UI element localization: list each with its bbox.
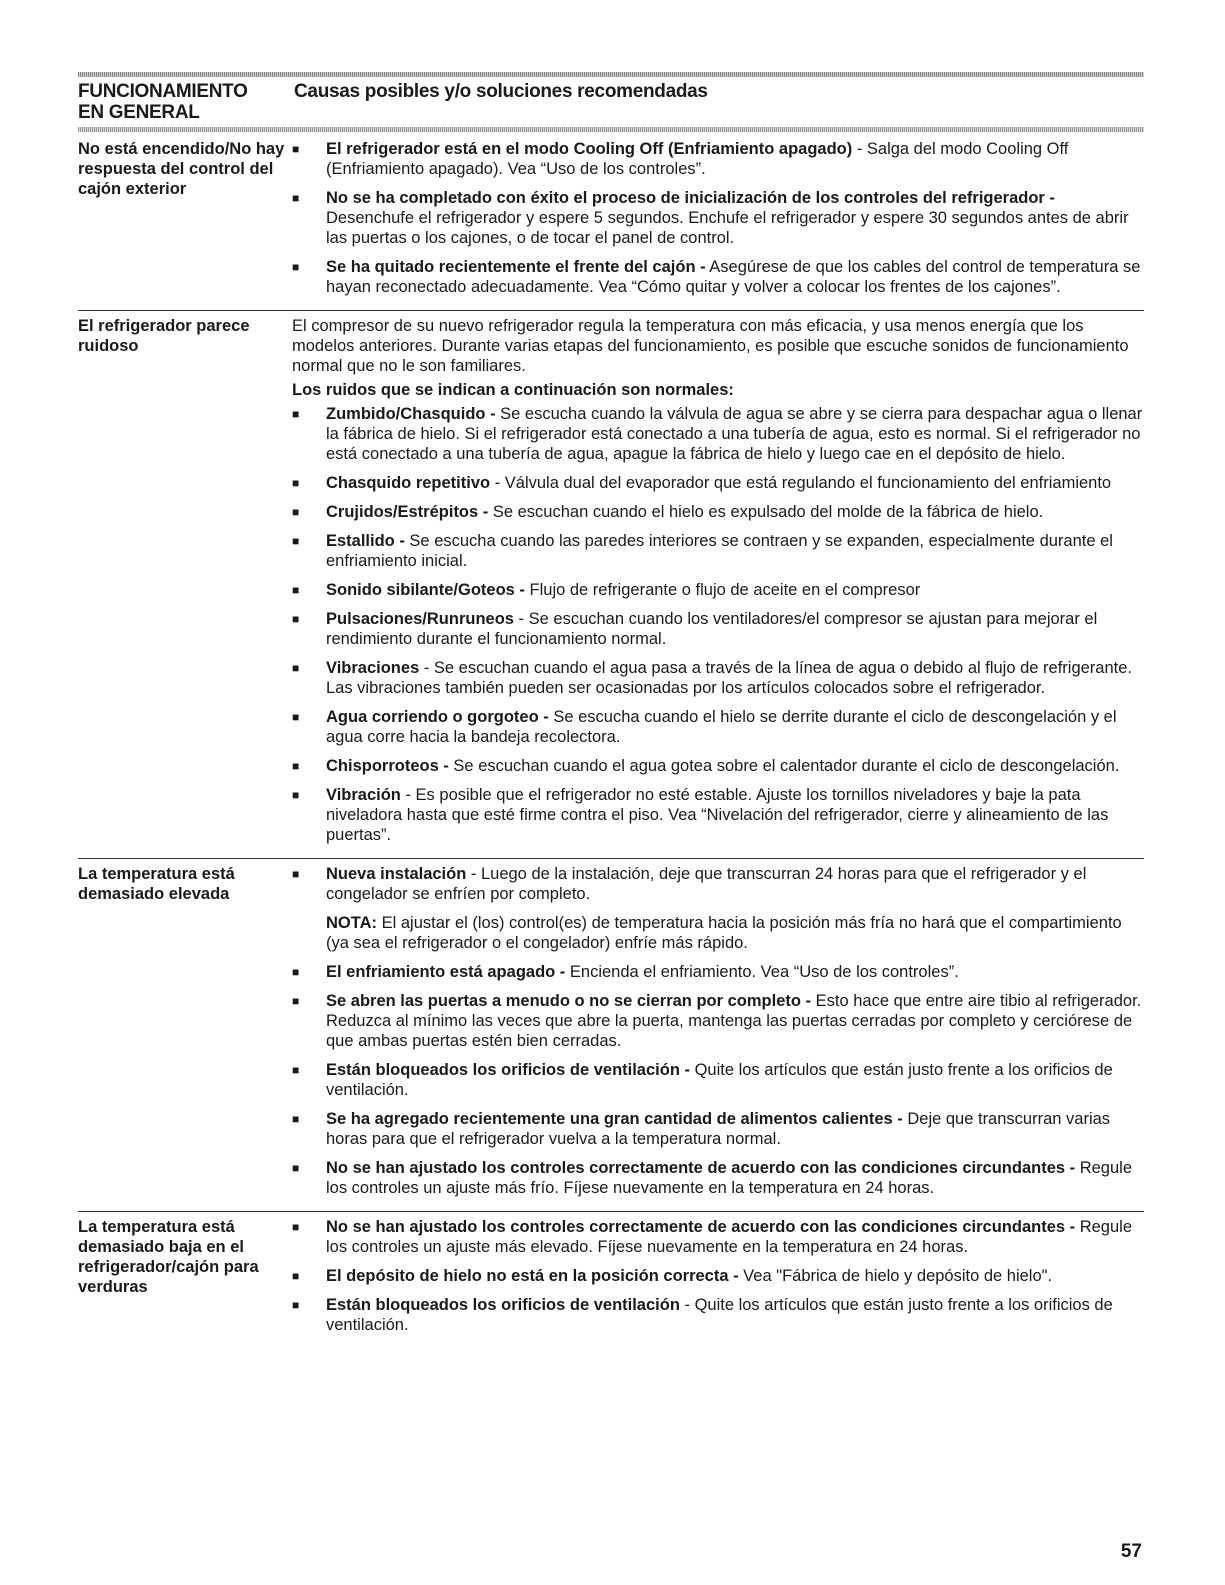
section-noisy: [78, 310, 1144, 858]
list-item: [292, 1109, 1144, 1149]
note-text: El ajustar el (los) control(es) de temperatura hacia la posición más fría no hará que el compartimiento (ya sea el refrigerador o el congelador) enfríe más rápido.: [326, 914, 1122, 952]
list-item: [292, 1158, 1144, 1198]
item-text: Desenchufe el refrigerador y espere 5 segundos. Enchufe el refrigerador y espere 30 segundos antes de abrir las puertas o los cajones, o de tocar el panel de control.: [326, 209, 1129, 247]
list-item: [292, 404, 1144, 464]
note-label: NOTA:: [326, 914, 378, 932]
list-item: [292, 707, 1144, 747]
item-text: Asegúrese de que los cables del control de temperatura se hayan reconectado adecuadamente. Vea “Cómo quitar y volver a colocar los frentes de los cajones”.: [326, 258, 1141, 296]
bullet-icon: ■: [292, 788, 300, 802]
bullet-icon: ■: [292, 1112, 300, 1126]
bullet-icon: ■: [292, 710, 300, 724]
bullet-icon: ■: [292, 661, 300, 675]
list-item: [292, 991, 1144, 1051]
item-bold: Agua corriendo o gorgoteo -: [326, 708, 549, 726]
item-text: - Quite los artículos que están justo frente a los orificios de ventilación.: [326, 1296, 1113, 1334]
item-bold: Vibraciones: [326, 659, 420, 677]
item-bold: Vibración: [326, 786, 401, 804]
section-temp-low: [78, 1211, 1144, 1348]
item-text: - Salga del modo Cooling Off (Enfriamiento apagado). Vea “Uso de los controles”.: [326, 140, 1069, 178]
list-item: [292, 1217, 1144, 1257]
bullet-icon: ■: [292, 1269, 300, 1283]
section-subheading: Los ruidos que se indican a continuación son normales:: [292, 381, 734, 399]
bullet-icon: ■: [292, 142, 300, 156]
section-body: [292, 864, 1144, 1207]
item-text: Vea "Fábrica de hielo y depósito de hielo".: [738, 1267, 1053, 1285]
item-bold: Se ha agregado recientemente una gran cantidad de alimentos calientes -: [326, 1110, 903, 1128]
list-item: [292, 658, 1144, 698]
section-body: [292, 139, 1144, 306]
bullet-icon: ■: [292, 1063, 300, 1077]
item-bold: No se han ajustado los controles correctamente de acuerdo con las condiciones circundantes -: [326, 1159, 1076, 1177]
bullet-icon: ■: [292, 476, 300, 490]
bullet-icon: ■: [292, 407, 300, 421]
list-item: [292, 188, 1144, 248]
item-bold: El enfriamiento está apagado -: [326, 963, 566, 981]
item-text: Regule los controles un ajuste más frío. Fíjese nuevamente en la temperatura en 24 horas.: [326, 1159, 1132, 1197]
bullet-icon: ■: [292, 965, 300, 979]
item-text: - Se escuchan cuando los ventiladores/el compresor se ajustan para mejorar el rendimiento durante el funcionamiento normal.: [326, 610, 1098, 648]
bullet-icon: ■: [292, 505, 300, 519]
item-text: - Luego de la instalación, deje que transcurran 24 horas para que el refrigerador y el congelador se enfríen por completo.: [326, 865, 1087, 903]
item-bold: No se han ajustado los controles correctamente de acuerdo con las condiciones circundantes -: [326, 1218, 1076, 1236]
item-bold: El depósito de hielo no está en la posición correcta -: [326, 1267, 739, 1285]
list-item: [292, 580, 1144, 600]
page: [78, 72, 1144, 1348]
section-title: El refrigerador parece ruidoso: [78, 317, 250, 355]
item-text: Quite los artículos que están justo frente a los orificios de ventilación.: [326, 1061, 1113, 1099]
section-no-power: [78, 132, 1144, 310]
item-text: Flujo de refrigerante o flujo de aceite en el compresor: [524, 581, 921, 599]
header-left: [78, 81, 294, 123]
section-temp-high: [78, 858, 1144, 1211]
item-text: Se escucha cuando la válvula de agua se abre y se cierra para despachar agua o llenar la fábrica de hielo. Si el refrigerador está conectado a una tubería de agua, esto es normal. Si el refrigerador no está conectado a una tubería de agua, apague la fábrica de hielo y luego cae en el depósito de hielo.: [326, 405, 1143, 463]
bullet-icon: ■: [292, 867, 300, 881]
list-item: [292, 864, 1144, 904]
item-bold: Se abren las puertas a menudo o no se cierran por completo -: [326, 992, 812, 1010]
item-bold: Estallido -: [326, 532, 405, 550]
list-item: [292, 1266, 1144, 1286]
list-item: [292, 785, 1144, 845]
item-text: - Se escuchan cuando el agua pasa a través de la línea de agua o debido al flujo de refrigerante. Las vibraciones también pueden ser ocasionadas por los artículos colocados sobre el refrigerador.: [326, 659, 1132, 697]
bullet-icon: ■: [292, 191, 300, 205]
bullet-icon: ■: [292, 612, 300, 626]
header-right: Causas posibles y/o soluciones recomendadas: [294, 81, 708, 102]
note: [292, 913, 1144, 953]
item-bold: El refrigerador está en el modo Cooling Off (Enfriamiento apagado): [326, 140, 853, 158]
bullet-icon: ■: [292, 1298, 300, 1312]
section-title: La temperatura está demasiado baja en el refrigerador/cajón para verduras: [78, 1218, 259, 1296]
bullet-icon: ■: [292, 759, 300, 773]
item-bold: Chasquido repetitivo: [326, 474, 491, 492]
page-number: 57: [1120, 1541, 1142, 1562]
item-text: Se escuchan cuando el hielo es expulsado del molde de la fábrica de hielo.: [488, 503, 1044, 521]
item-bold: Nueva instalación: [326, 865, 467, 883]
bullet-icon: ■: [292, 534, 300, 548]
section-title: La temperatura está demasiado elevada: [78, 865, 235, 903]
header-left-line1: FUNCIONAMIENTO: [78, 81, 248, 102]
list-item: [292, 531, 1144, 571]
item-bold: Sonido sibilante/Goteos -: [326, 581, 525, 599]
item-bold: Zumbido/Chasquido -: [326, 405, 496, 423]
item-bold: No se ha completado con éxito el proceso de inicialización de los controles del refrigerador -: [326, 189, 1055, 207]
item-text: Se escuchan cuando el agua gotea sobre el calentador durante el ciclo de descongelación.: [448, 757, 1120, 775]
bullet-icon: ■: [292, 260, 300, 274]
item-text: - Es posible que el refrigerador no esté estable. Ajuste los tornillos niveladores y baje la pata niveladora hasta que esté firme contra el piso. Vea “Nivelación del refrigerador, cierre y alineamiento de las puertas”.: [326, 786, 1109, 844]
bullet-icon: ■: [292, 583, 300, 597]
section-title: No está encendido/No hay respuesta del control del cajón exterior: [78, 140, 285, 198]
item-bold: Chisporroteos -: [326, 757, 449, 775]
list-item: [292, 502, 1144, 522]
list-item: [292, 1295, 1144, 1335]
header-left-line2: EN GENERAL: [78, 102, 200, 123]
section-body: [292, 316, 1144, 854]
section-intro: El compresor de su nuevo refrigerador regula la temperatura con más eficacia, y usa menos energía que los modelos anteriores. Durante varias etapas del funcionamiento, es posible que escuche sonidos de funcionamiento normal que no le son familiares.: [292, 317, 1129, 375]
item-bold: Pulsaciones/Runruneos: [326, 610, 514, 628]
item-text: Regule los controles un ajuste más elevado. Fíjese nuevamente en la temperatura en 24 horas.: [326, 1218, 1132, 1256]
list-item: [292, 609, 1144, 649]
item-text: Deje que transcurran varias horas para que el refrigerador vuelva a la temperatura normal.: [326, 1110, 1111, 1148]
item-bold: Se ha quitado recientemente el frente del cajón -: [326, 258, 706, 276]
item-text: Se escucha cuando las paredes interiores se contraen y se expanden, especialmente durante el enfriamiento inicial.: [326, 532, 1113, 570]
list-item: [292, 962, 1144, 982]
list-item: [292, 257, 1144, 297]
list-item: [292, 756, 1144, 776]
section-body: [292, 1217, 1144, 1344]
item-text: Esto hace que entre aire tibio al refrigerador. Reduzca al mínimo las veces que abre la puerta, mantenga las puertas cerradas por completo y cerciórese de que ambas puertas estén bien cerradas.: [326, 992, 1142, 1050]
table-header: [78, 77, 1144, 123]
bullet-icon: ■: [292, 1161, 300, 1175]
bullet-icon: ■: [292, 994, 300, 1008]
list-item: [292, 139, 1144, 179]
item-text: Encienda el enfriamiento. Vea “Uso de los controles”.: [565, 963, 959, 981]
list-item: [292, 473, 1144, 493]
list-item: [292, 1060, 1144, 1100]
item-text: - Válvula dual del evaporador que está regulando el funcionamiento del enfriamiento: [490, 474, 1112, 492]
bullet-icon: ■: [292, 1220, 300, 1234]
item-bold: Están bloqueados los orificios de ventilación: [326, 1296, 680, 1314]
item-text: Se escucha cuando el hielo se derrite durante el ciclo de descongelación y el agua corre hacia la bandeja recolectora.: [326, 708, 1117, 746]
item-bold: Crujidos/Estrépitos -: [326, 503, 489, 521]
item-bold: Están bloqueados los orificios de ventilación -: [326, 1061, 690, 1079]
